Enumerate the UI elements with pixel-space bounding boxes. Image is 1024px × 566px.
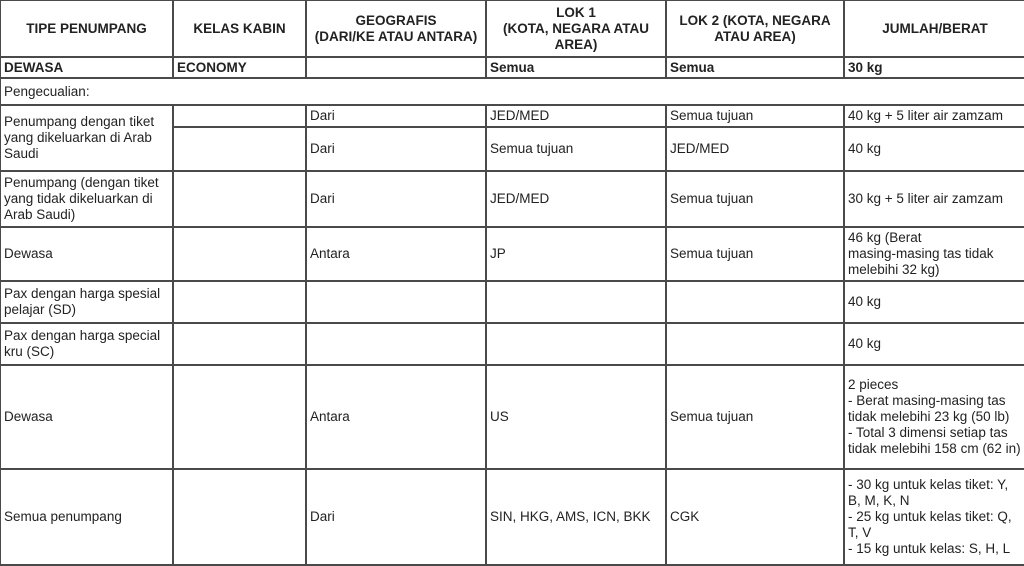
cell	[173, 105, 306, 127]
cell	[173, 281, 306, 323]
cell: 40 kg + 5 liter air zamzam	[844, 105, 1024, 127]
cell: Antara	[306, 365, 486, 469]
cell: 46 kg (Berat masing-masing tas tidak melebihi 32 kg)	[844, 227, 1024, 281]
table-row	[0, 469, 1024, 565]
cell: Dari	[306, 171, 486, 227]
cell: 40 kg	[844, 323, 1024, 365]
header-loc2: LOK 2 (KOTA, NEGARA ATAU AREA)	[666, 0, 844, 57]
cell: Semua tujuan	[666, 227, 844, 281]
header-geography: GEOGRAFIS (DARI/KE ATAU ANTARA)	[306, 0, 486, 57]
cell: 40 kg	[844, 281, 1024, 323]
cell: Semua	[666, 57, 844, 78]
cell: Semua tujuan	[666, 365, 844, 469]
exceptions-label: Pengecualian:	[0, 78, 1024, 105]
cell: US	[486, 365, 666, 469]
cell: Dewasa	[0, 365, 173, 469]
cell: Semua tujuan	[486, 127, 666, 171]
table-row	[0, 105, 1024, 127]
cell: Dari	[306, 105, 486, 127]
cell: JP	[486, 227, 666, 281]
cell: 30 kg + 5 liter air zamzam	[844, 171, 1024, 227]
exceptions-row	[0, 78, 1024, 105]
cell: JED/MED	[486, 171, 666, 227]
cell: 40 kg	[844, 127, 1024, 171]
cell	[173, 365, 306, 469]
table-row	[0, 281, 1024, 323]
header-row	[0, 0, 1024, 57]
cell	[173, 323, 306, 365]
cell	[486, 281, 666, 323]
table-row	[0, 365, 1024, 469]
cell: DEWASA	[0, 57, 173, 78]
cell: Dari	[306, 469, 486, 565]
cell: 30 kg	[844, 57, 1024, 78]
cell	[306, 57, 486, 78]
cell	[173, 469, 306, 565]
cell: Pax dengan harga special kru (SC)	[0, 323, 173, 365]
cell: Pax dengan harga spesial pelajar (SD)	[0, 281, 173, 323]
cell: Semua	[486, 57, 666, 78]
cell	[306, 323, 486, 365]
cell	[666, 323, 844, 365]
cell: Dari	[306, 127, 486, 171]
cell: SIN, HKG, AMS, ICN, BKK	[486, 469, 666, 565]
cell: JED/MED	[666, 127, 844, 171]
cell: Semua tujuan	[666, 105, 844, 127]
cell	[666, 281, 844, 323]
cell: Penumpang (dengan tiket yang tidak dikeluarkan di Arab Saudi)	[0, 171, 173, 227]
header-cabin-class: KELAS KABIN	[173, 0, 306, 57]
header-loc1: LOK 1 (KOTA, NEGARA ATAU AREA)	[486, 0, 666, 57]
table-row	[0, 227, 1024, 281]
header-amount: JUMLAH/BERAT	[844, 0, 1024, 57]
cell	[173, 127, 306, 171]
table-row	[0, 323, 1024, 365]
main-row	[0, 57, 1024, 78]
cell: - 30 kg untuk kelas tiket: Y, B, M, K, N - 25 kg untuk kelas tiket: Q, T, V - 15 kg untuk kelas: S, H, L	[844, 469, 1024, 565]
cell	[173, 227, 306, 281]
cell: Dewasa	[0, 227, 173, 281]
cell	[306, 281, 486, 323]
cell: Semua penumpang	[0, 469, 173, 565]
cell: Antara	[306, 227, 486, 281]
cell: CGK	[666, 469, 844, 565]
cell: Semua tujuan	[666, 171, 844, 227]
cell: 2 pieces - Berat masing-masing tas tidak melebihi 23 kg (50 lb) - Total 3 dimensi setiap tas tidak melebihi 158 cm (62 in)	[844, 365, 1024, 469]
header-passenger-type: TIPE PENUMPANG	[0, 0, 173, 57]
cell	[486, 323, 666, 365]
cell: Penumpang dengan tiket yang dikeluarkan di Arab Saudi	[0, 105, 173, 171]
cell: ECONOMY	[173, 57, 306, 78]
cell	[173, 171, 306, 227]
table-row	[0, 171, 1024, 227]
cell: JED/MED	[486, 105, 666, 127]
